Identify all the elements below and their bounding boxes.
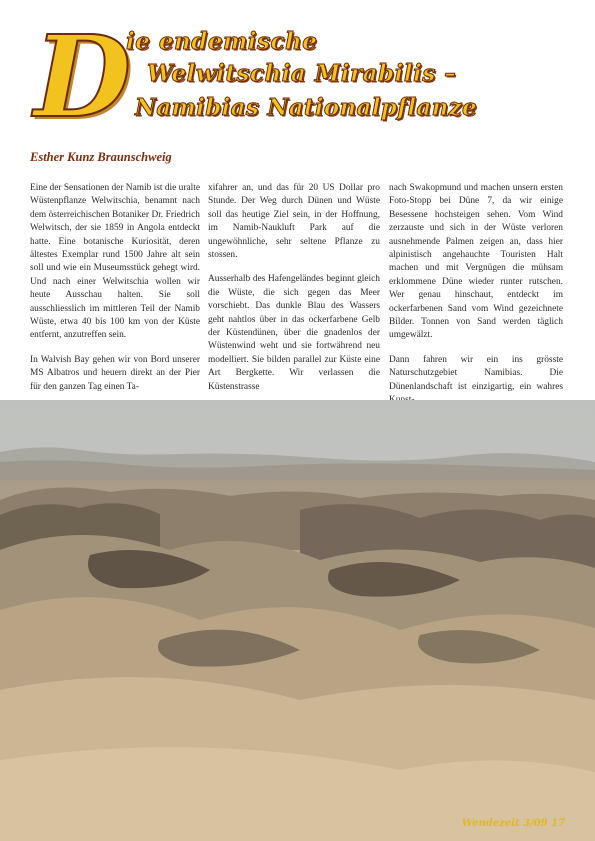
title-dropcap: D [34,12,132,143]
page-footer: Wendezeit 3/09 17 [461,818,565,829]
text-column-1 [30,182,200,405]
title-line-3: Namibias Nationalpflanze [135,94,477,121]
paragraph: nach Swakopmund und machen unsern ersten Foto-Stopp bei Düne 7, da wir einige Besessene hochsteigen sehen. Vom Wind zerzauste und sich in der Wüste verloren ausnehmende Palmen zeigen an, dass hier alpinistisch angehauchte Touristen Halt machen und mit Vergnügen die mühsam erklommene Düne wieder runter rutschen. Wer genau hinschaut, entdeckt im ockerfarbenen Sand vom Wind gezeichnete Bilder. Tonnen von Sand werden täglich umgewälzt. [389,183,563,341]
author-byline: Esther Kunz Braunschweig [30,150,172,164]
title-line-2: Welwitschia Mirabilis – [147,60,457,87]
paragraph: Eine der Sensationen der Namib ist die uralte Wüstenpflanze Welwitschia, benamnt nach dem österreichischen Botaniker Dr. Friedrich Welwitsch, der sie 1859 in Angola entdeckt hatte. Eine botanische Kuriosität, deren ältestes Exemplar rund 1500 Jahre alt sein soll und wie ein Museumsstück gehegt wird. Und nach einer Welwitschia wollen wir heute Ausschau halten. Sie soll ausschliesslich im mittleren Teil der Namib Wüste, etwa 40 bis 100 km von der Küste entfernt, anzutreffen sein. [30,183,200,341]
text-column-3 [389,182,563,419]
text-column-2 [208,182,380,405]
paragraph: xifahrer an, und das für 20 US Dollar pro Stunde. Der Weg durch Dünen und Wüste soll das heutige Ziel sein, in der Hoffnung, im Namib-Naukluft Park auf die ungewöhnliche, sehr seltene Pflanze zu stossen. [208,183,380,261]
title-line-1: ie endemische [126,28,318,55]
paragraph: Ausserhalb des Hafengeländes beginnt gleich die Wüste, die sich gegen das Meer vorschiebt. Das dunkle Blau des Wassers geht nahtlos über in das ockerfarbene Gelb der Küstendünen, über die gnadenlos der Wüstenwind weht und sie fortwährend neu modelliert. Sie bilden parallel zur Küste eine Art Bergkette. Wir verlassen die Küstenstrasse [208,274,380,392]
paragraph: In Walvish Bay gehen wir von Bord unserer MS Albatros und heuern direkt an der Pier für den ganzen Tag einen Ta- [30,354,200,392]
desert-landscape-photo [0,400,595,841]
paragraph: Dann fahren wir ein ins grösste Naturschutzgebiet Namibias. Die Dünenlandschaft ist einzigartig, ein wahres [389,354,563,392]
